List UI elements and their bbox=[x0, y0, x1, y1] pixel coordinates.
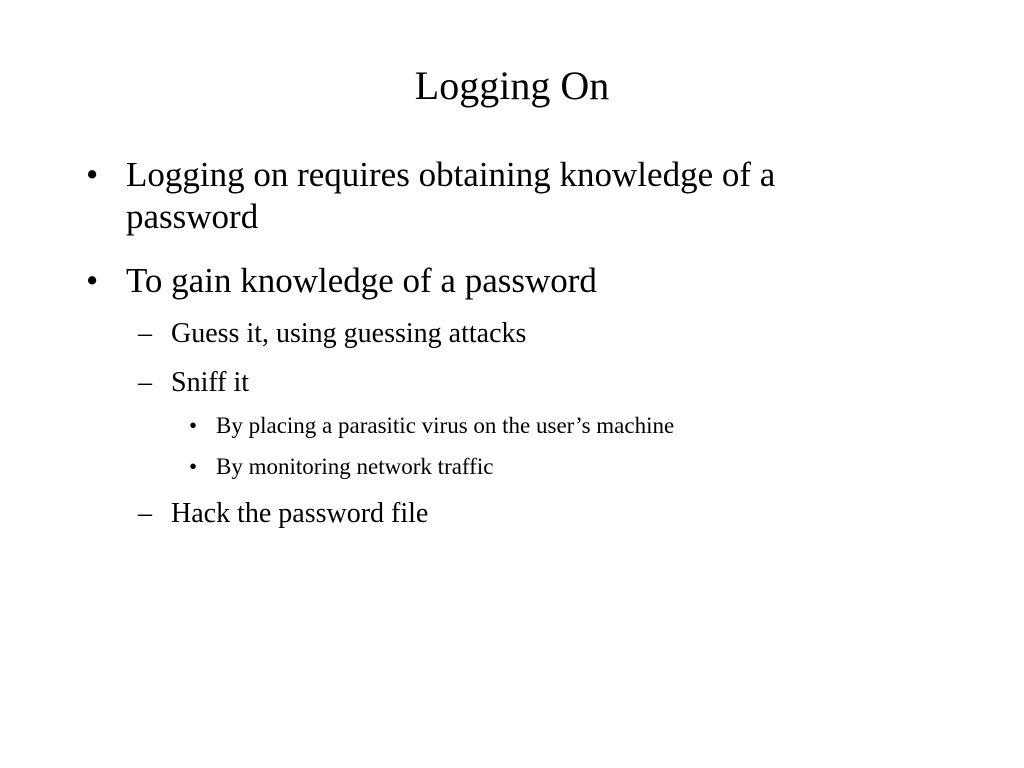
sub-bullet-item bbox=[138, 317, 911, 351]
bullet-text: To gain knowledge of a password bbox=[126, 261, 597, 300]
sub-sub-bullet-text: By monitoring network traffic bbox=[216, 454, 494, 479]
sub-bullet-text: Sniff it bbox=[171, 367, 250, 398]
dash-marker: – bbox=[138, 367, 152, 398]
slide-title: Logging On bbox=[414, 63, 610, 108]
bullet-item bbox=[86, 154, 906, 238]
bullet-marker: • bbox=[86, 261, 99, 300]
dash-marker: – bbox=[138, 498, 152, 529]
sub-bullet-text: Hack the password file bbox=[171, 498, 429, 529]
sub-bullet-item bbox=[138, 366, 911, 400]
bullet-item bbox=[86, 260, 906, 302]
bullet-marker: • bbox=[189, 413, 198, 438]
dash-marker: – bbox=[138, 318, 152, 349]
sub-sub-bullet-text: By placing a parasitic virus on the user’s machine bbox=[216, 413, 675, 438]
sub-sub-bullet-item bbox=[189, 412, 916, 440]
sub-bullet-item bbox=[138, 497, 911, 531]
bullet-marker: • bbox=[86, 155, 99, 194]
sub-bullet-text: Guess it, using guessing attacks bbox=[171, 318, 527, 349]
bullet-text: Logging on requires obtaining knowledge of a password bbox=[126, 155, 776, 236]
sub-sub-bullet-item bbox=[189, 453, 916, 481]
bullet-marker: • bbox=[189, 454, 198, 479]
